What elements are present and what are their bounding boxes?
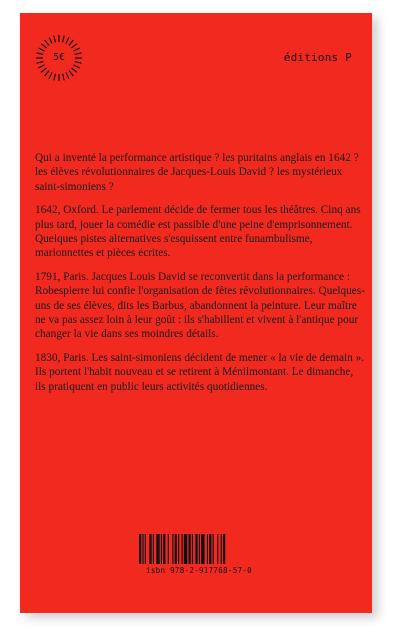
paragraph-intro: Qui a inventé la performance artistique ? les puritains anglais en 1642 ? les élèves révolutionnaires de Jacques-Louis David ? les mystérieux saint-simoniens ?: [35, 152, 359, 193]
paragraph-1830: 1830, Paris. Les saint-simoniens décident de mener « la vie de demain ». Ils portent l'habit nouveau et se retirent à Ménilmontant. Le dimanche, ils pratiquent en public leurs activités quotidiennes.: [35, 351, 365, 393]
paragraph-1791: 1791, Paris. Jacques Louis David se reconvertit dans la performance : Robespierre lui confie l'organisation de fêtes révolutionnaires. Quelques-uns de ses élèves, dits les Barbus, abandonnent la peinture. Leur maître ne va pas assez loin à leur goût : ils s'habillent et vivent à l'antique pour changer la vie dans ses moindres détails.: [35, 270, 365, 341]
book-back-cover: [20, 13, 372, 613]
paragraph-1642: 1642, Oxford. Le parlement décide de fermer tous les théâtres. Cinq ans plus tard, jouer la comédie est passible d'une peine d'emprisonnement. Quelques pistes alternatives s'esquissent entre funambulisme, marionnettes et pièces écrites.: [35, 204, 361, 260]
price-badge: [34, 33, 84, 83]
publisher-name: éditions P: [283, 51, 352, 64]
isbn-number: isbn 978-2-917768-57-0: [146, 566, 252, 575]
back-cover-text: [35, 151, 365, 403]
price-label: 5€: [52, 52, 66, 63]
barcode-block: [139, 534, 259, 582]
barcode-icon: [139, 534, 259, 564]
